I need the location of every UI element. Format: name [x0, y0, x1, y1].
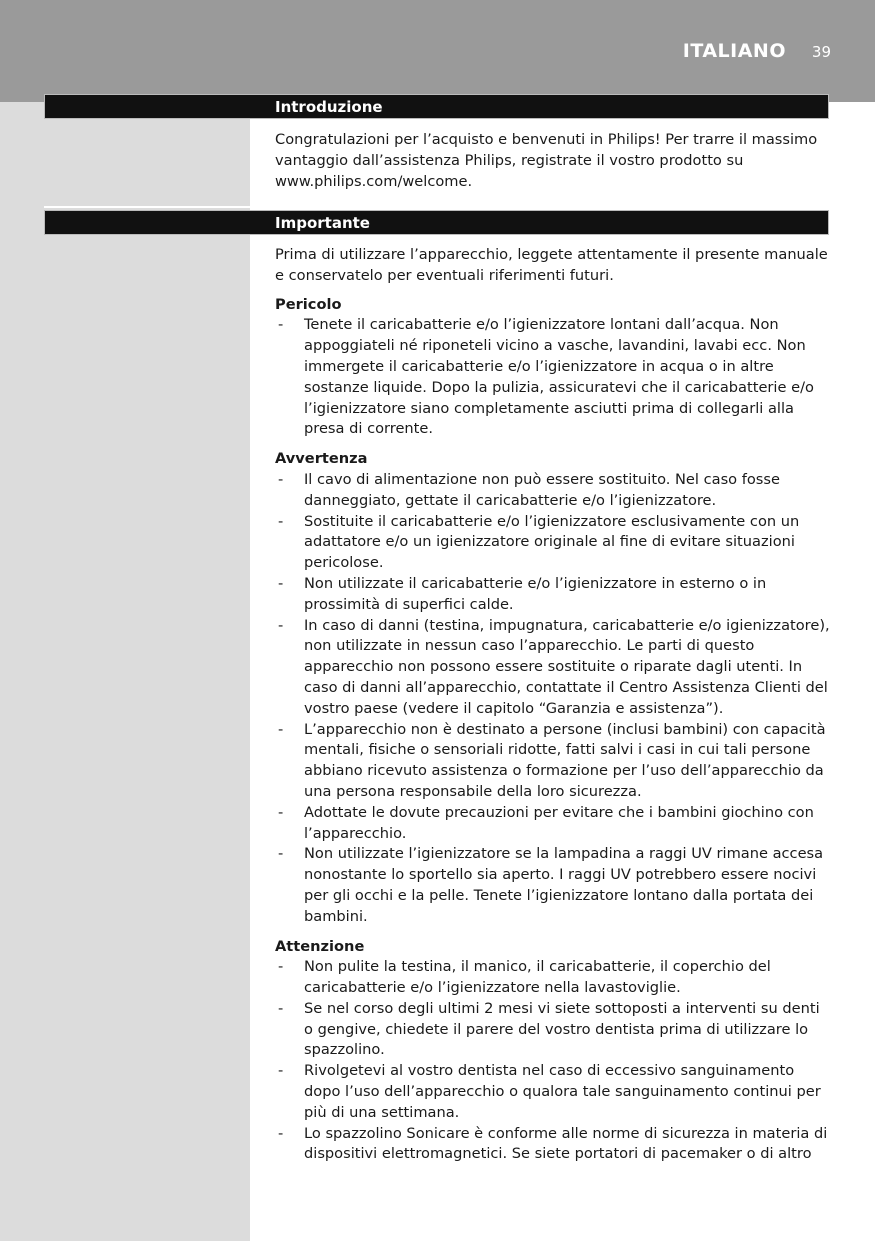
list-item: - Non utilizzate l’igienizzatore se la lampadina a raggi UV rimane accesa nonostante lo sportello sia aperto. I raggi UV potrebbero essere nocivi per gli occhi e la pelle. Tenete l’igienizzatore lontano dalla portata dei bambini.	[275, 844, 833, 927]
heading-pericolo: Pericolo	[275, 295, 342, 313]
list-item: - In caso di danni (testina, impugnatura, caricabatterie e/o igienizzatore), non utilizzate in nessun caso l’apparecchio. Le parti di questo apparecchio non possono essere sostituite o riparate dagli utenti. In caso di danni all’apparecchio, contattate il Centro Assistenza Clienti del vostro paese (vedere il capitolo “Garanzia e assistenza”).	[275, 616, 833, 720]
list-attenzione	[275, 957, 833, 1165]
introduzione-text: Congratulazioni per l’acquisto e benvenuti in Philips! Per trarre il massimo vantaggio dall’assistenza Philips, registrate il vostro prodotto su www.philips.com/welcome.	[275, 131, 818, 190]
importante-body	[275, 245, 833, 1165]
list-item: - Se nel corso degli ultimi 2 mesi vi siete sottoposti a interventi su denti o gengive, chiedete il parere del vostro dentista prima di utilizzare lo spazzolino.	[275, 999, 833, 1061]
list-item: - Il cavo di alimentazione non può essere sostituito. Nel caso fosse danneggiato, gettate il caricabatterie e/o l’igienizzatore.	[275, 470, 833, 512]
section-title-introduzione: Introduzione	[275, 98, 383, 116]
page-number: 39	[811, 43, 831, 61]
importante-intro: Prima di utilizzare l’apparecchio, leggete attentamente il presente manuale e conservatelo per eventuali riferimenti futuri.	[275, 246, 828, 284]
heading-attenzione: Attenzione	[275, 937, 365, 955]
header-band	[0, 0, 875, 102]
list-item: - Tenete il caricabatterie e/o l’igienizzatore lontani dall’acqua. Non appoggiateli né riponeteli vicino a vasche, lavandini, lavabi ecc. Non immergete il caricabatterie e/o l’igienizzatore in acqua o in altre sostanze liquide. Dopo la pulizia, assicuratevi che il caricabatterie e/o l’igienizzatore siano completamente asciutti prima di collegarli alla presa di corrente.	[275, 315, 833, 440]
section-bar-importante	[44, 210, 829, 235]
list-item: - L’apparecchio non è destinato a persone (inclusi bambini) con capacità mentali, fisiche o sensoriali ridotte, fatti salvi i casi in cui tali persone abbiano ricevuto assistenza o formazione per l’uso dell’apparecchio da una persona responsabile della loro sicurezza.	[275, 720, 833, 803]
section-title-importante: Importante	[275, 214, 370, 232]
list-pericolo	[275, 315, 833, 440]
divider-strip	[44, 206, 250, 208]
list-item: - Non pulite la testina, il manico, il caricabatterie, il coperchio del caricabatterie e/o l’igienizzatore nella lavastoviglie.	[275, 957, 833, 999]
list-item: - Non utilizzate il caricabatterie e/o l’igienizzatore in esterno o in prossimità di superfici calde.	[275, 574, 833, 616]
language-label: ITALIANO	[682, 40, 786, 62]
list-item: - Rivolgetevi al vostro dentista nel caso di eccessivo sanguinamento dopo l’uso dell’apparecchio o qualora tale sanguinamento continui per più di una settimana.	[275, 1061, 833, 1123]
left-margin-column	[0, 102, 250, 1241]
section-bar-introduzione	[44, 94, 829, 119]
list-item: - Adottate le dovute precauzioni per evitare che i bambini giochino con l’apparecchio.	[275, 803, 833, 845]
list-item: - Lo spazzolino Sonicare è conforme alle norme di sicurezza in materia di dispositivi elettromagnetici. Se siete portatori di pacemaker o di altro	[275, 1124, 833, 1166]
introduzione-body	[275, 130, 833, 192]
heading-avvertenza: Avvertenza	[275, 450, 368, 468]
list-avvertenza	[275, 470, 833, 928]
list-item: - Sostituite il caricabatterie e/o l’igienizzatore esclusivamente con un adattatore e/o un igienizzatore originale al fine di evitare situazioni pericolose.	[275, 512, 833, 574]
